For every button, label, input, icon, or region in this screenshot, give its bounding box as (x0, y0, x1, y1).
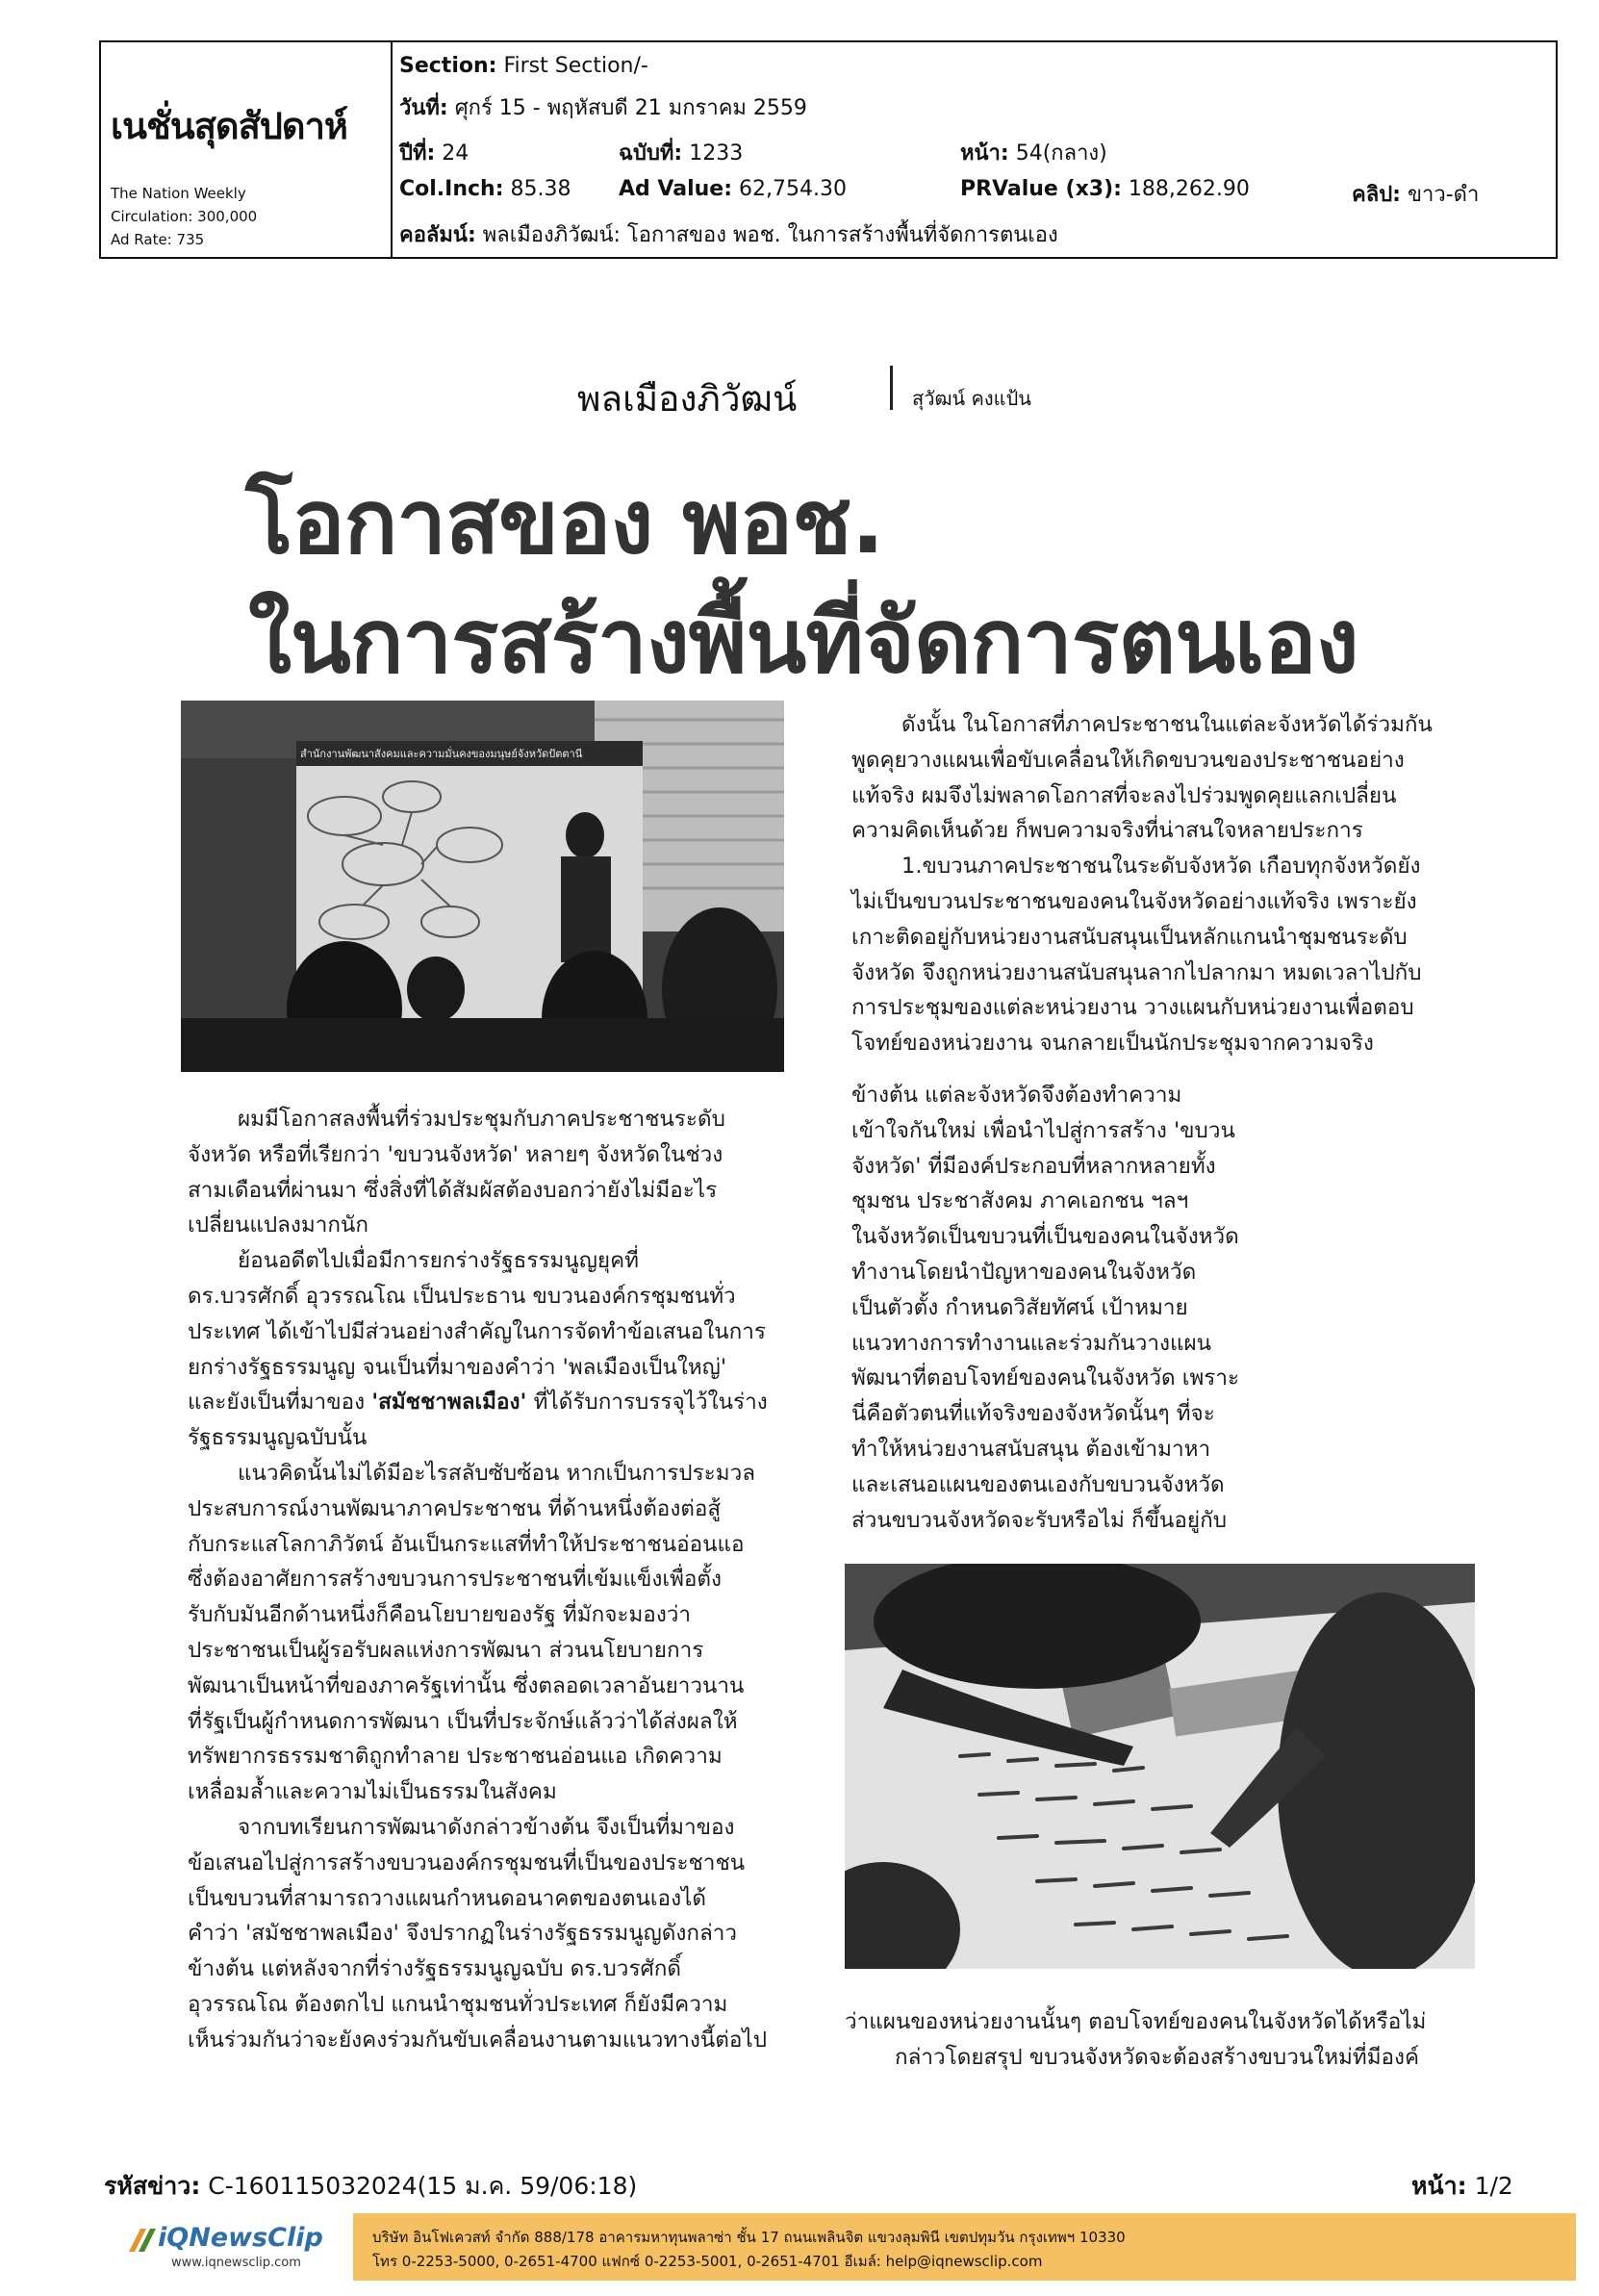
page-number-label: หน้า: (1411, 2172, 1467, 2200)
iqnewsclip-logo (115, 2219, 346, 2277)
paragraph-line: เหลื่อมล้ำและความไม่เป็นธรรมในสังคม (188, 1779, 557, 1805)
paragraph-line: แนวทางการทำงานและร่วมกันวางแผน (851, 1330, 1212, 1356)
planning-photo (845, 1564, 1475, 1969)
paragraph-line: ดร.บวรศักดิ์ อุวรรณโณ เป็นประธาน ขบวนองค์กรชุมชนทั่ว (188, 1283, 736, 1309)
issue-label: ฉบับที่: (619, 141, 683, 166)
issue-field (619, 136, 743, 169)
paragraph-line: ที่รัฐเป็นผู้กำหนดการพัฒนา เป็นที่ประจักษ์แล้วว่าได้ส่งผลให้ (188, 1708, 738, 1734)
paragraph-line: 1.ขบวนภาคประชาชนในระดับจังหวัด เกือบทุกจังหวัดยัง (901, 854, 1421, 880)
paragraph-line: สามเดือนที่ผ่านมา ซึ่งสิ่งที่ได้สัมผัสต้องบอกว่ายังไม่มีอะไร (188, 1177, 718, 1203)
paragraph-line: ดังนั้น ในโอกาสที่ภาคประชาชนในแต่ละจังหวัดได้ร่วมกัน (901, 712, 1433, 737)
paragraph-line: รับกับมันอีกด้านหนึ่งก็คือนโยบายของรัฐ ที่มักจะมองว่า (188, 1602, 692, 1628)
column-name: พลเมืองภิวัฒน์ (577, 378, 798, 420)
paragraph-line: เป็นขบวนที่สามารถวางแผนกำหนดอนาคตของตนเองได้ (188, 1885, 706, 1911)
advalue-field (619, 177, 847, 201)
paragraph-line: ประเทศ ได้เข้าไปมีส่วนอย่างสำคัญในการจัดทำข้อเสนอในการ (188, 1318, 767, 1344)
section-value: First Section/- (503, 54, 648, 78)
planning-photo-image (845, 1564, 1475, 1969)
issue-value: 1233 (689, 141, 744, 166)
paragraph-line: พูดคุยวางแผนเพื่อขับเคลื่อนให้เกิดขบวนของประชาชนอย่าง (851, 747, 1405, 773)
paragraph-line: ส่วนขบวนจังหวัดจะรับหรือไม่ ก็ขึ้นอยู่กับ (851, 1507, 1228, 1533)
clip-label: คลิป: (1352, 183, 1401, 207)
paragraph-line: ไม่เป็นขบวนประชาชนของคนในจังหวัดอย่างแท้จริง เพราะยัง (851, 888, 1417, 914)
news-code (104, 2167, 637, 2206)
right-column-bottom (845, 2004, 1426, 2076)
paragraph-line: ยกร่างรัฐธรรมนูญ จนเป็นที่มาของคำว่า 'พลเมืองเป็นใหญ่' (188, 1354, 727, 1380)
paragraph-line: แท้จริง ผมจึงไม่พลาดโอกาสที่จะลงไปร่วมพูดคุยแลกเปลี่ยน (851, 782, 1397, 808)
advalue-label: Ad Value: (619, 177, 733, 201)
colinch-value: 85.38 (510, 177, 571, 201)
paragraph-line: ซึ่งต้องอาศัยการสร้างขบวนการประชาชนที่เข้มแข็งเพื่อตั้ง (188, 1567, 723, 1593)
company-address: บริษัท อินโฟเควสท์ จำกัด 888/178 อาคารมหาทุนพลาซ่า ชั้น 17 ถนนเพลินจิต แขวงลุมพินี เขตปทุมวัน กรุงเทพฯ 10330 (372, 2229, 1126, 2246)
paragraph-line: เข้าใจกันใหม่ เพื่อนำไปสู่การสร้าง 'ขบวน (851, 1117, 1235, 1143)
paragraph-line: อุวรรณโณ ต้องตกไป แกนนำชุมชนทั่วประเทศ ก็ยังมีความ (188, 1991, 728, 2017)
paragraph-line: เกาะติดอยู่กับหน่วยงานสนับสนุนเป็นหลักแกนนำชุมชนระดับ (851, 924, 1408, 950)
left-column (188, 1102, 768, 2058)
prvalue-label: PRValue (x3): (960, 177, 1122, 201)
paragraph-line: ทำงานโดยนำปัญหาของคนในจังหวัด (851, 1259, 1197, 1285)
clip-field (1352, 177, 1479, 211)
right-column-middle (851, 1078, 1239, 1538)
page-label: หน้า: (960, 141, 1009, 166)
headline-line-2: ในการสร้างพื้นที่จัดการตนเอง (248, 590, 1358, 693)
column-value: พลเมืองภิวัฒน์: โอกาสของ พอช. ในการสร้างพื้นที่จัดการตนเอง (482, 223, 1058, 247)
paragraph-line: กล่าวโดยสรุป ขบวนจังหวัดจะต้องสร้างขบวนใหม่ที่มีองค์ (895, 2044, 1420, 2070)
prvalue-value: 188,262.90 (1128, 177, 1250, 201)
paragraph-line: รัฐธรรมนูญฉบับนั้น (188, 1425, 368, 1451)
year-value: 24 (442, 141, 470, 166)
paragraph-line: จากบทเรียนการพัฒนาดังกล่าวข้างต้น จึงเป็นที่มาของ (238, 1814, 735, 1840)
section-row (399, 54, 648, 78)
date-row (399, 90, 807, 124)
news-code-label: รหัสข่าว: (104, 2172, 201, 2200)
circulation-label: Circulation: (111, 208, 193, 225)
date-label: วันที่: (399, 96, 448, 120)
paragraph-line: เปลี่ยนแปลงมากนัก (188, 1212, 368, 1238)
paragraph-line: ความคิดเห็นด้วย ก็พบความจริงที่น่าสนใจหลายประการ (851, 818, 1363, 844)
paragraph-line: พัฒนาที่ตอบโจทย์ของคนในจังหวัด เพราะ (851, 1365, 1240, 1391)
circulation (111, 208, 257, 225)
author-name: สุวัฒน์ คงแป้น (912, 387, 1031, 410)
right-column-top (851, 707, 1433, 1061)
paragraph-line: นี่คือตัวตนที่แท้จริงของจังหวัดนั้นๆ ที่จะ (851, 1401, 1215, 1427)
news-code-value: C-160115032024(15 ม.ค. 59/06:18) (208, 2172, 638, 2200)
meeting-photo (181, 701, 784, 1072)
paragraph-line: กับกระแสโลกาภิวัตน์ อันเป็นกระแสที่ทำให้ประชาชนอ่อนแอ (188, 1531, 745, 1557)
ad-rate (111, 231, 204, 248)
date-value: ศุกร์ 15 - พฤหัสบดี 21 มกราคม 2559 (454, 96, 807, 120)
clip-value: ขาว-ดำ (1407, 183, 1480, 207)
paragraph-line: โจทย์ของหน่วยงาน จนกลายเป็นนักประชุมจากความจริง (851, 1031, 1374, 1057)
colinch-label: Col.Inch: (399, 177, 504, 201)
bold-phrase-civic-assembly: 'สมัชชาพลเมือง' (371, 1390, 527, 1416)
paragraph-line: ประสบการณ์งานพัฒนาภาคประชาชน ที่ด้านหนึ่งต้องต่อสู้ (188, 1495, 722, 1521)
year-field (399, 136, 469, 169)
publication-english-name: The Nation Weekly (111, 185, 246, 202)
logo-url: www.iqnewsclip.com (171, 2256, 301, 2270)
paragraph-line: และเสนอแผนของตนเองกับขบวนจังหวัด (851, 1471, 1225, 1497)
paragraph-line: การประชุมของแต่ละหน่วยงาน วางแผนกับหน่วยงานเพื่อตอบ (851, 995, 1414, 1021)
column-divider (890, 366, 893, 410)
paragraph-line: ว่าแผนของหน่วยงานนั้นๆ ตอบโจทย์ของคนในจังหวัดได้หรือไม่ (845, 2009, 1427, 2034)
company-contact: โทร 0-2253-5000, 0-2651-4700 แฟกซ์ 0-2253-5001, 0-2651-4701 อีเมล์: help@iqnewsclip.com (372, 2253, 1043, 2270)
headline-line-1: โอกาสของ พอช. (245, 471, 884, 574)
year-label: ปีที่: (399, 141, 436, 166)
paragraph-line: คำว่า 'สมัชชาพลเมือง' จึงปรากฏในร่างรัฐธรรมนูญดังกล่าว (188, 1921, 738, 1947)
paragraph-line: เป็นตัวตั้ง กำหนดวิสัยทัศน์ เป้าหมาย (851, 1294, 1188, 1320)
section-label: Section: (399, 54, 497, 78)
company-info-bar (353, 2213, 1576, 2281)
paragraph-line: ชุมชน ประชาสังคม ภาคเอกชน ฯลฯ (851, 1188, 1189, 1214)
prvalue-field (960, 177, 1250, 201)
ad-rate-value: 735 (176, 231, 205, 248)
paragraph-line: แนวคิดนั้นไม่ได้มีอะไรสลับซับซ้อน หากเป็นการประมวล (238, 1460, 756, 1486)
paragraph-line: ข้างต้น แต่ละจังหวัดจึงต้องทำความ (851, 1083, 1182, 1108)
publication-block (101, 42, 393, 257)
paragraph-line: เห็นร่วมกันว่าจะยังคงร่วมกันขับเคลื่อนงานตามแนวทางนี้ต่อไป (188, 2027, 767, 2053)
column-label: คอลัมน์: (399, 223, 476, 247)
page-number (1411, 2167, 1513, 2206)
advalue-value: 62,754.30 (739, 177, 847, 201)
paragraph-text: ที่ได้รับการบรรจุไว้ในร่าง (533, 1390, 768, 1416)
paragraph-text: และยังเป็นที่มาของ (188, 1390, 366, 1416)
colinch-field (399, 177, 571, 201)
logo-mark-icon (125, 2223, 160, 2258)
publication-name: เนชั่นสุดสัปดาห์ (111, 105, 347, 147)
paragraph-line: ทำให้หน่วยงานสนับสนุน ต้องเข้ามาหา (851, 1436, 1211, 1462)
paragraph-line: ผมมีโอกาสลงพื้นที่ร่วมประชุมกับภาคประชาชนระดับ (238, 1107, 725, 1132)
paragraph-line: จังหวัด' ที่มีองค์ประกอบที่หลากหลายทั้ง (851, 1153, 1216, 1179)
paragraph-line: ข้างต้น แต่หลังจากที่ร่างรัฐธรรมนูญฉบับ ดร.บวรศักดิ์ (188, 1956, 682, 1982)
meeting-photo-banner: สำนักงานพัฒนาสังคมและความมั่นคงของมนุษย์จังหวัดปัตตานี (300, 748, 583, 760)
paragraph-line: ประชาชนเป็นผู้รอรับผลแห่งการพัฒนา ส่วนนโยบายการ (188, 1637, 704, 1663)
paragraph-line: ทรัพยากรธรรมชาติถูกทำลาย ประชาชนอ่อนแอ เกิดความ (188, 1744, 723, 1770)
paragraph-line: ข้อเสนอไปสู่การสร้างขบวนองค์กรชุมชนที่เป็นของประชาชน (188, 1850, 746, 1875)
logo-text: iQNewsClip (158, 2223, 323, 2253)
paragraph-line: ย้อนอดีตไปเมื่อมีการยกร่างรัฐธรรมนูญยุคที่ (238, 1248, 639, 1274)
ad-rate-label: Ad Rate: (111, 231, 172, 248)
paragraph-line: จังหวัด จึงถูกหน่วยงานสนับสนุนลากไปลากมา หมดเวลาไปกับ (851, 959, 1422, 985)
paragraph-line: จังหวัด หรือที่เรียกว่า 'ขบวนจังหวัด' หลายๆ จังหวัดในช่วง (188, 1141, 723, 1167)
clipping-header (99, 40, 1558, 259)
column-row (399, 217, 1058, 251)
page-field (960, 136, 1107, 169)
circulation-value: 300,000 (197, 208, 258, 225)
paragraph-line: ในจังหวัดเป็นขบวนที่เป็นของคนในจังหวัด (851, 1224, 1239, 1250)
page-value: 54(กลาง) (1015, 141, 1107, 166)
page-number-value: 1/2 (1474, 2172, 1513, 2200)
paragraph-line: พัฒนาเป็นหน้าที่ของภาครัฐเท่านั้น ซึ่งตลอดเวลาอันยาวนาน (188, 1672, 745, 1698)
paragraph-line (188, 1385, 768, 1420)
